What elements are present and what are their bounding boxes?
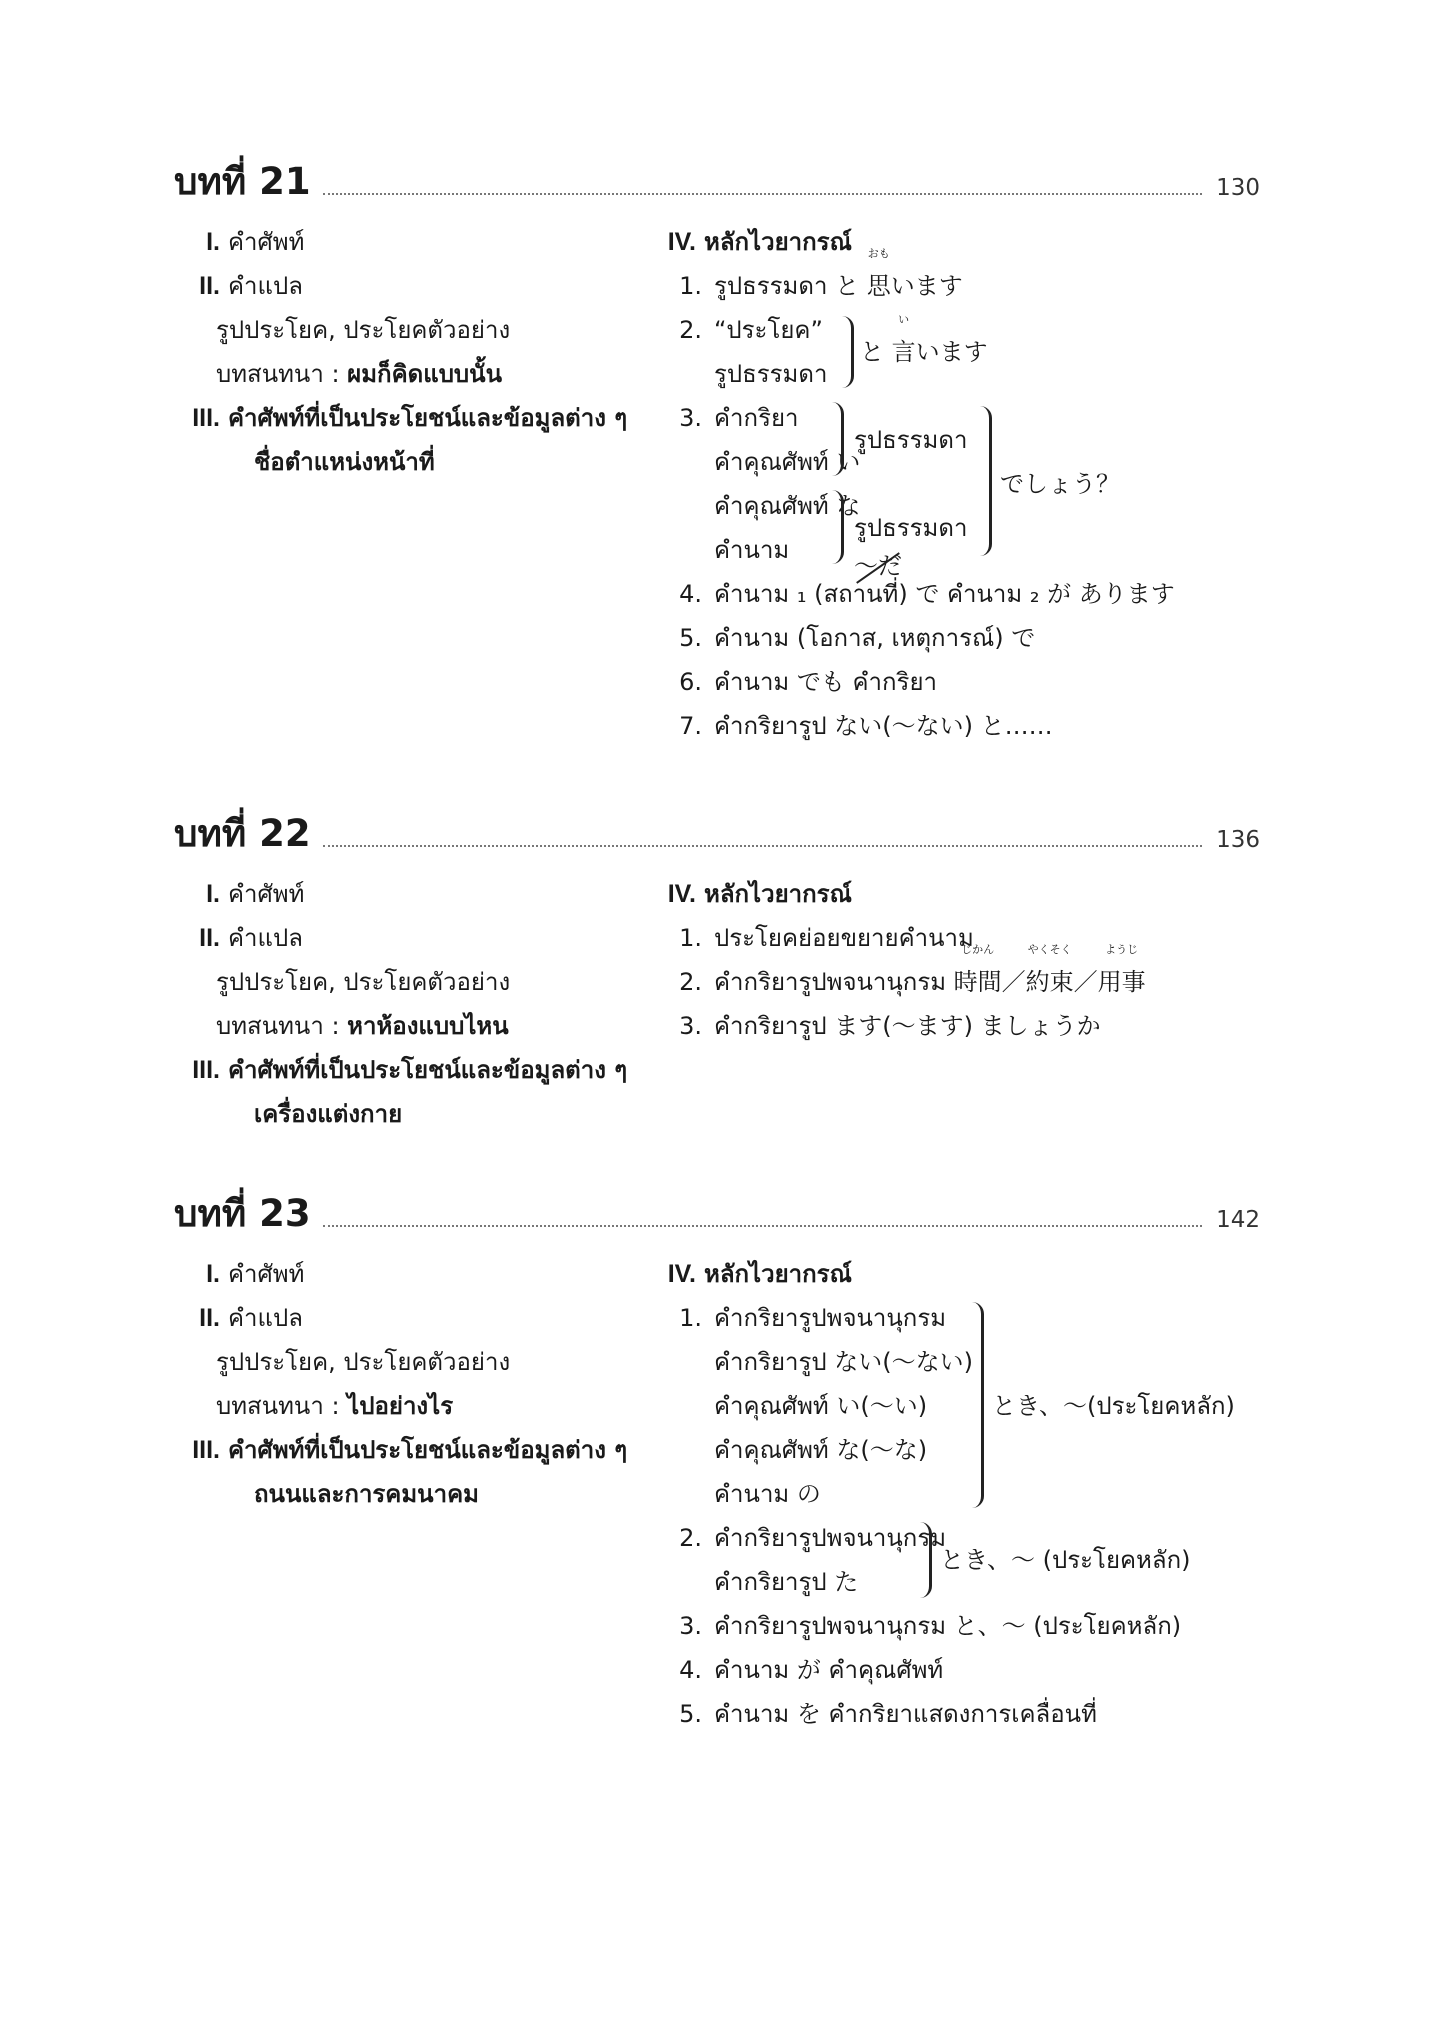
grammar-column: [650, 220, 1270, 748]
grammar-item-2: 2. “ประโยค” รูปธรรมดา と い 言います: [679, 313, 988, 388]
lesson-22: [174, 792, 1260, 1128]
lesson-title: บทที่ 22: [174, 812, 311, 855]
grammar-item-1: 1. คำกริยารูปพจนานุกรม คำกริยารูป ない(～ない) คำคุณศัพท์ い(～い) คำคุณศัพท์ な(～な) คำนาม の とき、～(ประโยคหลัก): [679, 1304, 1235, 1508]
grammar-item-3: 3. คำกริยา คำคุณศัพท์ い คำคุณศัพท์ な คำนาม รูปธรรมดา รูปธรรมดา ～だ でしょう？: [650, 396, 1270, 572]
sentence-patterns: รูปประโยค, ประโยคตัวอย่าง: [216, 316, 511, 344]
conversation: บทสนทนา : ผมก็คิดแบบนั้น: [216, 360, 502, 388]
useful-topic: ชื่อตำแหน่งหน้าที่: [254, 448, 435, 476]
left-column: [174, 220, 644, 484]
conversation: บทสนทนา : ไปอย่างไร: [216, 1392, 454, 1420]
grammar-item-6: 6. คำนาม でも คำกริยา: [679, 668, 937, 696]
page-number: 136: [1216, 827, 1260, 853]
section-useful-words: III. คำศัพท์ที่เป็นประโยชน์และข้อมูลต่าง ๆ: [192, 1056, 628, 1084]
section-translation: II. คำแปล: [199, 924, 303, 952]
leader-dots: [323, 1225, 1202, 1227]
conversation: บทสนทนา : หาห้องแบบไหน: [216, 1012, 509, 1040]
lesson-header: [174, 792, 1260, 856]
left-column: [174, 872, 644, 1136]
lesson-23: [174, 1172, 1260, 1728]
useful-topic: ถนนและการคมนาคม: [254, 1480, 479, 1508]
lesson-title: บทที่ 21: [174, 160, 311, 203]
section-grammar: IV. หลักไวยากรณ์: [667, 880, 852, 908]
brace: [972, 1302, 984, 1508]
conversation-title: หาห้องแบบไหน: [347, 1012, 509, 1040]
section-grammar: IV. หลักไวยากรณ์: [667, 228, 852, 256]
lesson-header: [174, 1172, 1260, 1236]
grammar-item-3: 3. คำกริยารูป ます(～ます) ましょうか: [679, 1012, 1101, 1040]
page-number: 142: [1216, 1207, 1260, 1233]
leader-dots: [323, 845, 1202, 847]
lesson-header: [174, 140, 1260, 204]
section-grammar: IV. หลักไวยากรณ์: [667, 1260, 852, 1288]
section-vocab: I. คำศัพท์: [206, 880, 305, 908]
grammar-item-1: 1. รูปธรรมดา と おも 思います: [679, 247, 963, 300]
grammar-column: [650, 872, 1270, 1048]
grammar-item-5: 5. คำนาม を คำกริยาแสดงการเคลื่อนที่: [679, 1700, 1097, 1728]
brace: [832, 490, 844, 564]
grammar-item-7: 7. คำกริยารูป ない(～ない) と……: [679, 712, 1053, 740]
left-column: [174, 1252, 644, 1516]
grammar-item-5: 5. คำนาม (โอกาส, เหตุการณ์) で: [679, 624, 1036, 652]
grammar-item-4: 4. คำนาม が คำคุณศัพท์: [679, 1656, 944, 1684]
leader-dots: [323, 193, 1202, 195]
conversation-title: ไปอย่างไร: [347, 1392, 454, 1420]
grammar-item-1: 1. ประโยคย่อยขยายคำนาม: [679, 924, 974, 952]
section-useful-words: III. คำศัพท์ที่เป็นประโยชน์และข้อมูลต่าง ๆ: [192, 1436, 628, 1464]
grammar-column: [650, 1252, 1270, 1736]
conversation-title: ผมก็คิดแบบนั้น: [347, 360, 502, 388]
brace: [842, 316, 854, 388]
grammar-item-2: 2. คำกริยารูปพจนานุกรม じかん 時間／ やくそく 約束／ ようじ 用事: [679, 943, 1146, 996]
brace: [920, 1522, 932, 1598]
grammar-item-4: 4. คำนาม ₁ (สถานที่) で คำนาม ₂ が あります: [679, 580, 1175, 608]
sentence-patterns: รูปประโยค, ประโยคตัวอย่าง: [216, 968, 511, 996]
grammar-item-3: 3. คำกริยารูปพจนานุกรม と、～ (ประโยคหลัก): [679, 1612, 1182, 1640]
page-number: 130: [1216, 175, 1260, 201]
brace: [980, 406, 992, 556]
grammar-item-2: 2. คำกริยารูปพจนานุกรม คำกริยารูป た とき、～ (ประโยคหลัก): [679, 1524, 1191, 1596]
section-translation: II. คำแปล: [199, 272, 303, 300]
brace: [832, 402, 844, 476]
lesson-21: [174, 140, 1260, 740]
section-translation: II. คำแปล: [199, 1304, 303, 1332]
section-vocab: I. คำศัพท์: [206, 1260, 305, 1288]
useful-topic: เครื่องแต่งกาย: [254, 1100, 403, 1128]
sentence-patterns: รูปประโยค, ประโยคตัวอย่าง: [216, 1348, 511, 1376]
lesson-title: บทที่ 23: [174, 1192, 311, 1235]
section-vocab: I. คำศัพท์: [206, 228, 305, 256]
section-useful-words: III. คำศัพท์ที่เป็นประโยชน์และข้อมูลต่าง ๆ: [192, 404, 628, 432]
